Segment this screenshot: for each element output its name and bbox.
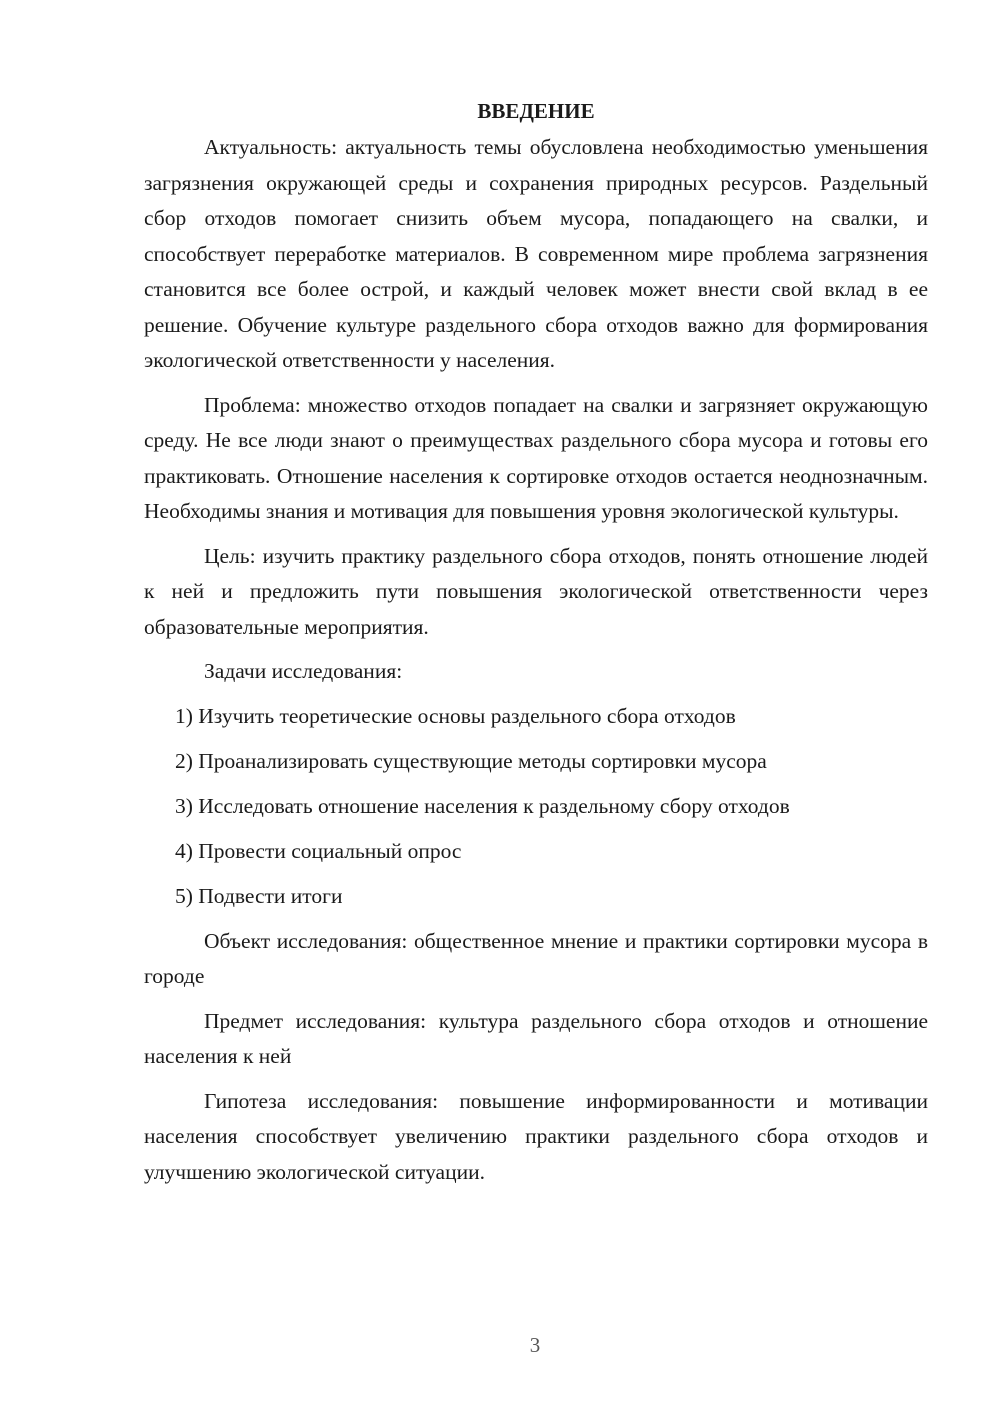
task-item: 3) Исследовать отношение населения к раздельному сбору отходов: [175, 793, 790, 818]
task-item: 5) Подвести итоги: [175, 883, 343, 908]
subject-paragraph: Предмет исследования: культура раздельного сбора отходов и отношение населения к ней: [144, 1008, 928, 1068]
page-content: [144, 96, 928, 1199]
problem-paragraph: Проблема: множество отходов попадает на свалки и загрязняет окружающую среду. Не все люди знают о преимуществах раздельного сбора мусора и готовы его практиковать. Отношение населения к сортировке отходов остается неоднозначным. Необходимы знания и мотивация для повышения уровня экологической культуры.: [144, 392, 928, 523]
task-item: 1) Изучить теоретические основы раздельного сбора отходов: [175, 703, 736, 728]
hypothesis-paragraph: Гипотеза исследования: повышение информированности и мотивации населения способствует увеличению практики раздельного сбора отходов и улучшению экологической ситуации.: [144, 1088, 928, 1184]
page-number: 3: [529, 1333, 541, 1357]
tasks-list: [144, 699, 928, 915]
section-title: ВВЕДЕНИЕ: [477, 99, 595, 123]
task-item: 2) Проанализировать существующие методы сортировки мусора: [175, 748, 767, 773]
tasks-heading: Задачи исследования:: [204, 659, 403, 683]
goal-paragraph: Цель: изучить практику раздельного сбора отходов, понять отношение людей к ней и предложить пути повышения экологической ответственности через образовательные мероприятия.: [144, 543, 928, 639]
task-item: 4) Провести социальный опрос: [175, 838, 462, 863]
object-paragraph: Объект исследования: общественное мнение и практики сортировки мусора в городе: [144, 928, 928, 988]
relevance-paragraph: Актуальность: актуальность темы обусловлена необходимостью уменьшения загрязнения окружающей среды и сохранения природных ресурсов. Раздельный сбор отходов помогает снизить объем мусора, попадающего на свалки, и способствует переработке материалов. В современном мире проблема загрязнения становится все более острой, и каждый человек может внести свой вклад в ее решение. Обучение культуре раздельного сбора отходов важно для формирования экологической ответственности у населения.: [144, 135, 928, 372]
